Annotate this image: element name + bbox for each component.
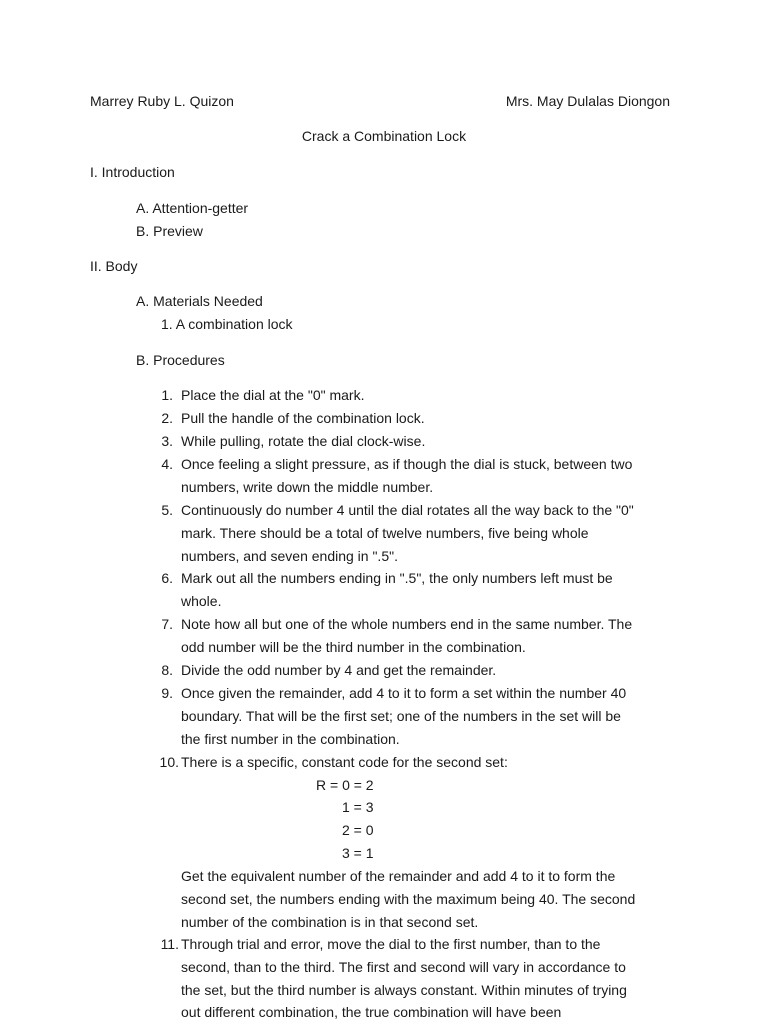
code-line: 2 = 0 <box>342 822 374 838</box>
student-name: Marrey Ruby L. Quizon <box>90 93 234 109</box>
step-number: 11. <box>160 936 179 952</box>
outline-item-attention-getter: A. Attention-getter <box>136 200 249 216</box>
step-text: Mark out all the numbers ending in ".5", the only numbers left must be <box>181 570 613 586</box>
step-text: While pulling, rotate the dial clock-wise. <box>181 433 426 449</box>
step-text: numbers, write down the middle number. <box>181 479 434 495</box>
step-text: There is a specific, constant code for the second set: <box>181 754 508 770</box>
materials-item: 1. A combination lock <box>161 316 293 332</box>
step-number: 8. <box>161 662 173 678</box>
step-number: 10. <box>159 754 179 770</box>
teacher-name: Mrs. May Dulalas Diongon <box>505 93 670 109</box>
outline-item-preview: B. Preview <box>136 223 203 239</box>
step-number: 9. <box>161 685 173 701</box>
step-text: Pull the handle of the combination lock. <box>181 410 425 426</box>
step-text: second set, the numbers ending with the maximum being 40. The second <box>181 891 636 907</box>
step-text: second, than to the third. The first and second will vary in accordance to <box>181 959 626 975</box>
outline-item-materials: A. Materials Needed <box>136 293 263 309</box>
step-number: 1. <box>161 387 173 403</box>
step-text: mark. There should be a total of twelve numbers, five being whole <box>181 525 589 541</box>
step-text: numbers, and seven ending in ".5". <box>181 548 398 564</box>
step-text: Once feeling a slight pressure, as if though the dial is stuck, between two <box>181 456 633 472</box>
code-line: 1 = 3 <box>342 799 374 815</box>
step-text: Divide the odd number by 4 and get the remainder. <box>181 662 497 678</box>
step-text: Through trial and error, move the dial to the first number, than to the <box>181 936 601 952</box>
step-text: the first number in the combination. <box>181 731 400 747</box>
section-heading-introduction: I. Introduction <box>90 164 175 180</box>
step-number: 4. <box>161 456 173 472</box>
step-number: 6. <box>161 570 173 586</box>
outline-item-procedures: B. Procedures <box>136 352 225 368</box>
step-text: out different combination, the true combination will have been <box>181 1004 562 1020</box>
step-text: boundary. That will be the first set; one of the numbers in the set will be <box>181 708 621 724</box>
document-title: Crack a Combination Lock <box>301 128 467 144</box>
step-text: Place the dial at the "0" mark. <box>181 387 365 403</box>
step-text: odd number will be the third number in the combination. <box>181 639 526 655</box>
step-text: whole. <box>181 593 222 609</box>
step-text: Get the equivalent number of the remainder and add 4 to it to form the <box>181 868 616 884</box>
step-text: Continuously do number 4 until the dial rotates all the way back to the "0" <box>181 502 634 518</box>
step-number: 7. <box>161 616 173 632</box>
step-text: Once given the remainder, add 4 to it to form a set within the number 40 <box>181 685 627 701</box>
code-line: R = 0 = 2 <box>316 777 374 793</box>
step-number: 5. <box>161 502 173 518</box>
step-number: 2. <box>161 410 173 426</box>
step-number: 3. <box>161 433 173 449</box>
step-text: number of the combination is in that second set. <box>181 914 479 930</box>
code-line: 3 = 1 <box>342 845 374 861</box>
section-heading-body: II. Body <box>90 258 138 274</box>
step-text: the set, but the third number is always constant. Within minutes of trying <box>181 982 627 998</box>
step-text: Note how all but one of the whole numbers end in the same number. The <box>181 616 633 632</box>
